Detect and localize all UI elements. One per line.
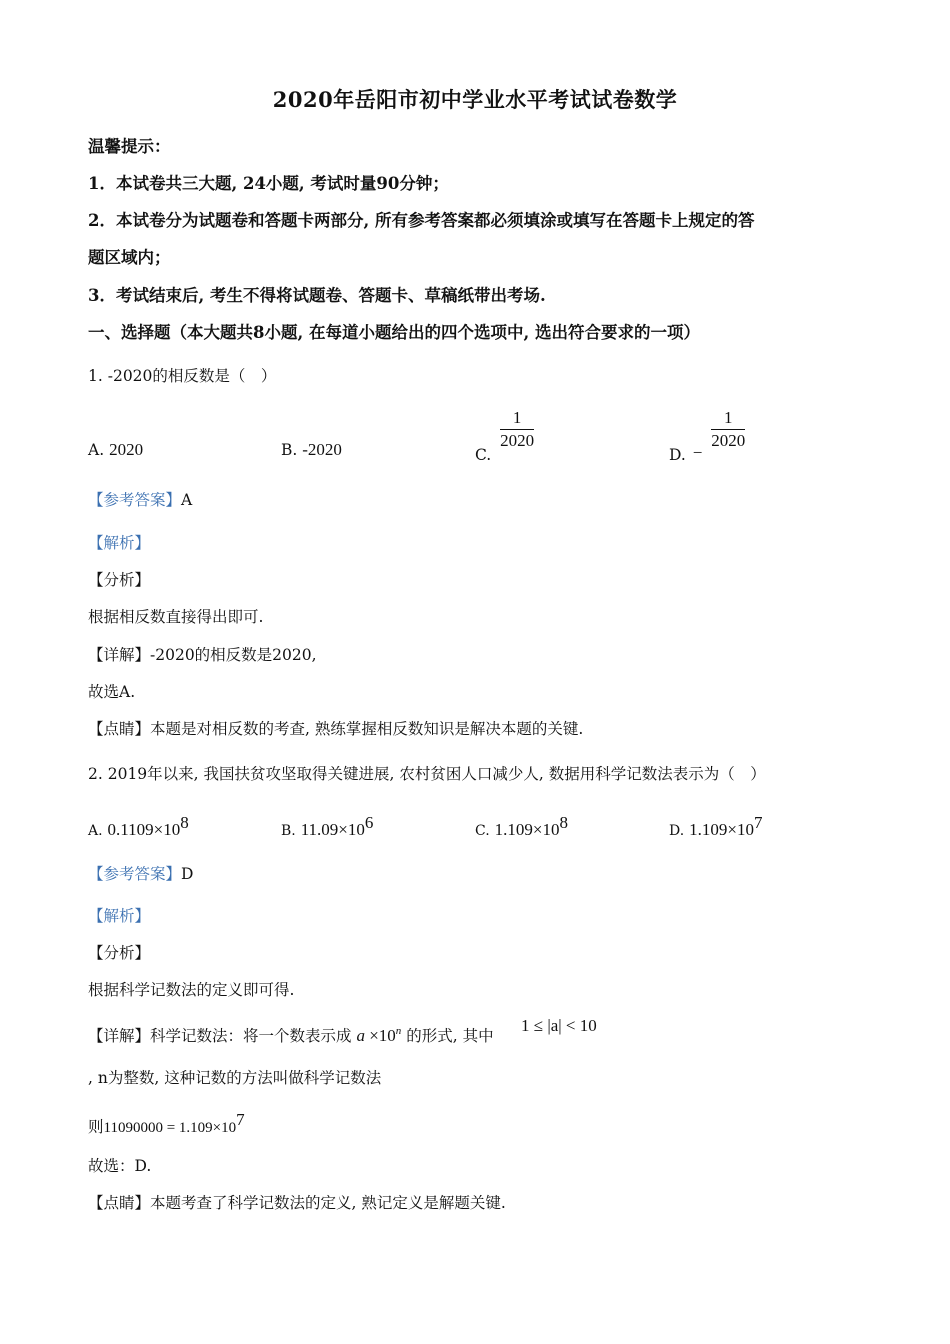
q1-stem: 1. -2020的相反数是（ ） [88,367,277,385]
q1-guxuan: 故选A. [88,683,136,701]
q2-answer [88,862,193,884]
tip-1: 1．本试卷共三大题, 24小题, 考试时量90分钟； [88,174,449,193]
q2-option-d [669,813,762,840]
q2-option-c-base: 1.109×10 [494,820,560,839]
q2-ze-label: 则 [88,1118,104,1136]
q2-fenxi-text: 根据科学记数法的定义即可得. [88,981,295,999]
tips-heading: 温馨提示： [88,137,171,156]
q2-option-b-exp: 6 [364,813,374,832]
q2-option-b-base: 11.09×10 [300,820,365,839]
q2-xiangjie [88,1024,494,1046]
q1-option-b [281,440,342,460]
q2-dianjing: 【点睛】本题考查了科学记数法的定义, 熟记定义是解题关键. [88,1194,506,1212]
q1-dianjing: 【点睛】本题是对相反数的考查, 熟练掌握相反数知识是解决本题的关键. [88,720,584,738]
tip-2: 2．本试卷分为试题卷和答题卡两部分, 所有参考答案都必须填涂或填写在答题卡上规定的答 [88,211,755,230]
q2-xiangjie-math1-a: a [356,1026,365,1045]
q2-option-c [475,813,568,840]
q1-option-d-label: D. [669,445,686,464]
q1-option-a [88,440,143,460]
page-title: 2020年岳阳市初中学业水平考试试卷数学 [272,87,678,112]
q2-answer-tag: 【参考答案】 [88,865,182,883]
q1-option-d-numerator: 1 [711,408,745,430]
q2-xiangjie-pre: 【详解】科学记数法：将一个数表示成 [88,1027,352,1045]
q2-xiangjie-math1-exp: n [395,1025,402,1037]
q1-option-c-numerator: 1 [500,408,534,430]
q2-option-c-exp: 8 [559,813,568,832]
q2-fenxi: 【分析】 [88,944,151,962]
q1-option-c [475,408,534,464]
q2-jiexi: 【解析】 [88,907,151,925]
q2-option-a-label: A. [88,823,103,839]
q1-option-c-label: C. [475,445,492,464]
q2-option-d-base: 1.109×10 [689,820,754,839]
q1-option-c-denominator: 2020 [500,431,535,450]
q2-option-b [281,813,373,840]
q2-option-a-base: 0.1109×10 [107,820,181,839]
q2-ze-math-exp: 7 [236,1110,245,1129]
q1-xiangjie: 【详解】-2020的相反数是2020, [88,646,317,664]
q1-option-b-value: -2020 [302,440,342,459]
q1-jiexi: 【解析】 [88,534,151,552]
q1-answer-tag: 【参考答案】 [88,491,182,509]
q2-guxuan: 故选：D. [88,1157,152,1175]
q2-option-a-exp: 8 [180,813,189,832]
q2-option-b-label: B. [281,823,296,839]
q2-option-d-label: D. [669,823,685,839]
q2-answer-value: D [181,865,194,883]
section-heading: 一、选择题（本大题共8小题, 在每道小题给出的四个选项中, 选出符合要求的一项） [88,323,700,342]
q1-option-d-fraction [711,408,745,451]
q2-xiangjie-line2: , n为整数, 这种记数的方法叫做科学记数法 [88,1069,382,1087]
q2-option-a [88,813,189,840]
q2-ze-math-base: 11090000 = 1.109×10 [103,1120,237,1136]
q2-ze [88,1110,245,1137]
q1-option-a-label: A. [88,441,105,459]
q2-xiangjie-math2: 1 ≤ |a| < 10 [521,1016,597,1035]
q1-option-c-fraction [500,408,534,451]
q2-xiangjie-math1 [356,1026,401,1045]
q1-option-d-denominator: 2020 [711,431,746,450]
q1-fenxi: 【分析】 [88,571,151,589]
tip-3: 3．考试结束后, 考生不得将试题卷、答题卡、草稿纸带出考场. [88,286,546,305]
q2-option-d-exp: 7 [753,813,763,832]
q1-option-d [669,408,745,464]
tip-2-cont: 题区域内； [88,248,171,267]
q1-option-b-label: B. [281,441,298,459]
q2-option-c-label: C. [475,823,490,839]
q2-xiangjie-mid: 的形式, 其中 [406,1027,494,1045]
q1-option-d-sign: − [692,442,703,462]
q2-xiangjie-math1-mid: ×10 [364,1026,396,1045]
q2-stem: 2. 2019年以来, 我国扶贫攻坚取得关键进展, 农村贫困人口减少人, 数据用科学记数法表示为（ ） [88,765,766,783]
q1-option-a-value: 2020 [109,440,144,459]
q1-fenxi-text: 根据相反数直接得出即可. [88,608,264,626]
q1-answer-value: A [181,491,193,509]
q1-answer [88,488,192,510]
